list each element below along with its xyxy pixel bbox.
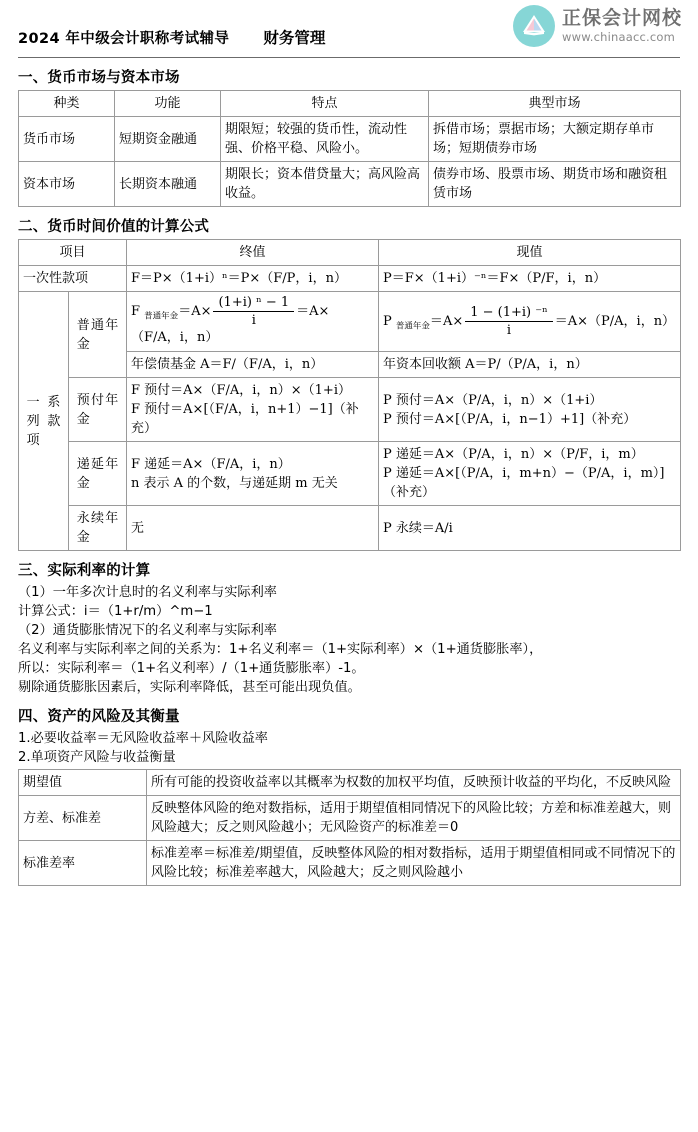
cell-deferred-annuity-fv bbox=[127, 442, 379, 506]
section-3-line-1: （1）一年多次计息时的名义利率与实际利率 bbox=[18, 585, 277, 600]
column-header-item: 项目 bbox=[19, 240, 127, 266]
table-header-row bbox=[19, 91, 681, 117]
market-types-table bbox=[18, 90, 681, 207]
cell-ordinary-annuity-fv bbox=[127, 292, 379, 352]
cell-single-payment-pv: P＝F×（1+i）⁻ⁿ＝F×（P/F，i，n） bbox=[379, 266, 681, 292]
fv-fraction: $\frac{\text{(1+i) ⁿ − 1}}{i}$ bbox=[213, 295, 294, 328]
cell-series-payments-label: 一系列款项 bbox=[19, 292, 69, 551]
pv-suffix: ＝A×（P/A，i，n） bbox=[554, 314, 676, 329]
pv-prefix: P $_{普通年金}$＝ bbox=[383, 314, 443, 332]
prepaid-fv-line-2: F 预付＝A×[（F/A，i，n+1）−1]（补充） bbox=[131, 402, 359, 436]
subject-title: 财务管理 bbox=[263, 29, 326, 47]
cell-perpetual-annuity-label: 永续年金 bbox=[69, 506, 127, 551]
table-row-deferred-annuity bbox=[19, 442, 681, 506]
section-3-line-4: 名义利率与实际利率之间的关系为：1+名义利率＝（1+实际利率）×（1+通货膨胀率）， bbox=[18, 642, 543, 657]
header-divider bbox=[18, 57, 680, 58]
prepaid-pv-line-1: P 预付＝A×（P/A，i，n）×（1+i） bbox=[383, 392, 603, 408]
cell-perpetual-annuity-pv: P 永续＝A/i bbox=[379, 506, 681, 551]
logo-website-url: www.chinaacc.com bbox=[561, 29, 676, 44]
section-4-heading: 四、资产的风险及其衡量 bbox=[18, 709, 180, 725]
column-header-future-value: 终值 bbox=[127, 240, 379, 266]
section-3-line-5: 所以：实际利率＝（1+名义利率）/（1+通货膨胀率）-1。 bbox=[18, 661, 365, 676]
table-row-single-payment bbox=[19, 266, 681, 292]
column-header-function: 功能 bbox=[115, 91, 221, 117]
cell-markets: 拆借市场；票据市场；大额定期存单市场；短期债券市场 bbox=[429, 117, 681, 162]
deferred-fv-line-1: F 递延＝A×（F/A，i，n） bbox=[131, 456, 291, 472]
fv-suffix: ＝A×（F/A，i，n） bbox=[131, 304, 330, 345]
cell-deferred-annuity-pv bbox=[379, 442, 681, 506]
cell-ordinary-annuity-label: 普通年金 bbox=[69, 292, 127, 378]
column-header-present-value: 现值 bbox=[379, 240, 681, 266]
cell-kind: 货币市场 bbox=[19, 117, 115, 162]
cell-function: 长期资本融通 bbox=[115, 162, 221, 207]
section-2-heading: 二、货币时间价值的计算公式 bbox=[18, 219, 210, 235]
time-value-formula-table bbox=[18, 239, 681, 551]
cell-sinking-fund: 年偿债基金 A＝F/（F/A，i，n） bbox=[127, 352, 379, 378]
cell-kind: 资本市场 bbox=[19, 162, 115, 207]
section-3-line-6: 剔除通货膨胀因素后，实际利率降低，甚至可能出现负值。 bbox=[18, 680, 361, 695]
cell-variance-stddev-desc: 反映整体风险的绝对数指标，适用于期望值相同情况下的风险比较；方差和标准差越大，则风险越大；反之则风险越小；无风险资产的标准差＝0 bbox=[147, 796, 681, 841]
cell-variance-stddev-label: 方差、标准差 bbox=[19, 796, 147, 841]
section-1-heading: 一、货币市场与资本市场 bbox=[18, 70, 180, 86]
document-content bbox=[0, 66, 698, 886]
table-row bbox=[19, 841, 681, 886]
cell-expected-value-desc: 所有可能的投资收益率以其概率为权数的加权平均值，反映预计收益的平均化，不反映风险 bbox=[147, 770, 681, 796]
table-row-prepaid-annuity bbox=[19, 378, 681, 442]
table-row-ordinary-annuity bbox=[19, 292, 681, 352]
table-row-perpetual-annuity bbox=[19, 506, 681, 551]
fv-lead: A× bbox=[191, 304, 212, 319]
deferred-pv-line-1: P 递延＝A×（P/A，i，n）×（P/F，i，m） bbox=[383, 447, 644, 462]
table-row bbox=[19, 796, 681, 841]
risk-measurement-table bbox=[18, 769, 681, 886]
deferred-fv-line-2: n 表示 A 的个数，与递延期 m 无关 bbox=[131, 475, 338, 491]
pv-lead: A× bbox=[442, 314, 464, 329]
table-row bbox=[19, 117, 681, 162]
cell-deferred-annuity-label: 递延年金 bbox=[69, 442, 127, 506]
cell-markets: 债券市场、股票市场、期货市场和融资租赁市场 bbox=[429, 162, 681, 207]
pv-fraction: $\frac{\text{1 − (1+i) ⁻ⁿ}}{i}$ bbox=[465, 305, 553, 338]
cell-single-payment-fv: F＝P×（1+i）ⁿ＝P×（F/P，i，n） bbox=[127, 266, 379, 292]
table-header-row bbox=[19, 240, 681, 266]
column-header-features: 特点 bbox=[221, 91, 429, 117]
cell-function: 短期资金融通 bbox=[115, 117, 221, 162]
page-header bbox=[0, 0, 698, 58]
cell-prepaid-annuity-pv bbox=[379, 378, 681, 442]
site-logo bbox=[513, 5, 682, 47]
logo-text-block bbox=[562, 9, 682, 43]
cell-perpetual-annuity-fv: 无 bbox=[127, 506, 379, 551]
table-row bbox=[19, 770, 681, 796]
cell-features: 期限长；资本借贷量大；高风险高收益。 bbox=[221, 162, 429, 207]
cell-coefficient-variation-desc: 标准差率＝标准差/期望值，反映整体风险的相对数指标，适用于期望值相同或不同情况下的风险比较；标准差率越大，风险越大；反之则风险越小 bbox=[147, 841, 681, 886]
section-3-line-3: （2）通货膨胀情况下的名义利率与实际利率 bbox=[18, 623, 277, 638]
cell-single-payment-label: 一次性款项 bbox=[19, 266, 127, 292]
fv-prefix: F $_{普通年金}$＝ bbox=[131, 304, 192, 322]
deferred-pv-line-2: P 递延＝A×[（P/A，i，m+n）−（P/A，i，m）]（补充） bbox=[383, 466, 665, 500]
cell-prepaid-annuity-fv bbox=[127, 378, 379, 442]
section-4-line-1: 1.必要收益率＝无风险收益率＋风险收益率 bbox=[18, 731, 268, 746]
section-3-heading: 三、实际利率的计算 bbox=[18, 563, 151, 579]
cell-features: 期限短；较强的货币性，流动性强、价格平稳、风险小。 bbox=[221, 117, 429, 162]
cell-capital-recovery: 年资本回收额 A＝P/（P/A，i，n） bbox=[379, 352, 681, 378]
section-4-line-2: 2.单项资产风险与收益衡量 bbox=[18, 750, 176, 765]
logo-brand-name: 正保会计网校 bbox=[561, 7, 682, 29]
prepaid-pv-line-2: P 预付＝A×[（P/A，i，n−1）+1]（补充） bbox=[383, 411, 637, 427]
course-title: 2024 年中级会计职称考试辅导 bbox=[18, 31, 230, 47]
column-header-kind: 种类 bbox=[19, 91, 115, 117]
cell-prepaid-annuity-label: 预付年金 bbox=[69, 378, 127, 442]
cell-expected-value-label: 期望值 bbox=[19, 770, 147, 796]
table-row bbox=[19, 162, 681, 207]
open-book-icon bbox=[513, 5, 555, 47]
cell-ordinary-annuity-pv bbox=[379, 292, 681, 352]
cell-coefficient-variation-label: 标准差率 bbox=[19, 841, 147, 886]
column-header-markets: 典型市场 bbox=[429, 91, 681, 117]
prepaid-fv-line-1: F 预付＝A×（F/A，i，n）×（1+i） bbox=[131, 383, 351, 398]
section-3-line-2: 计算公式：i＝（1+r/m）^m−1 bbox=[18, 604, 213, 619]
